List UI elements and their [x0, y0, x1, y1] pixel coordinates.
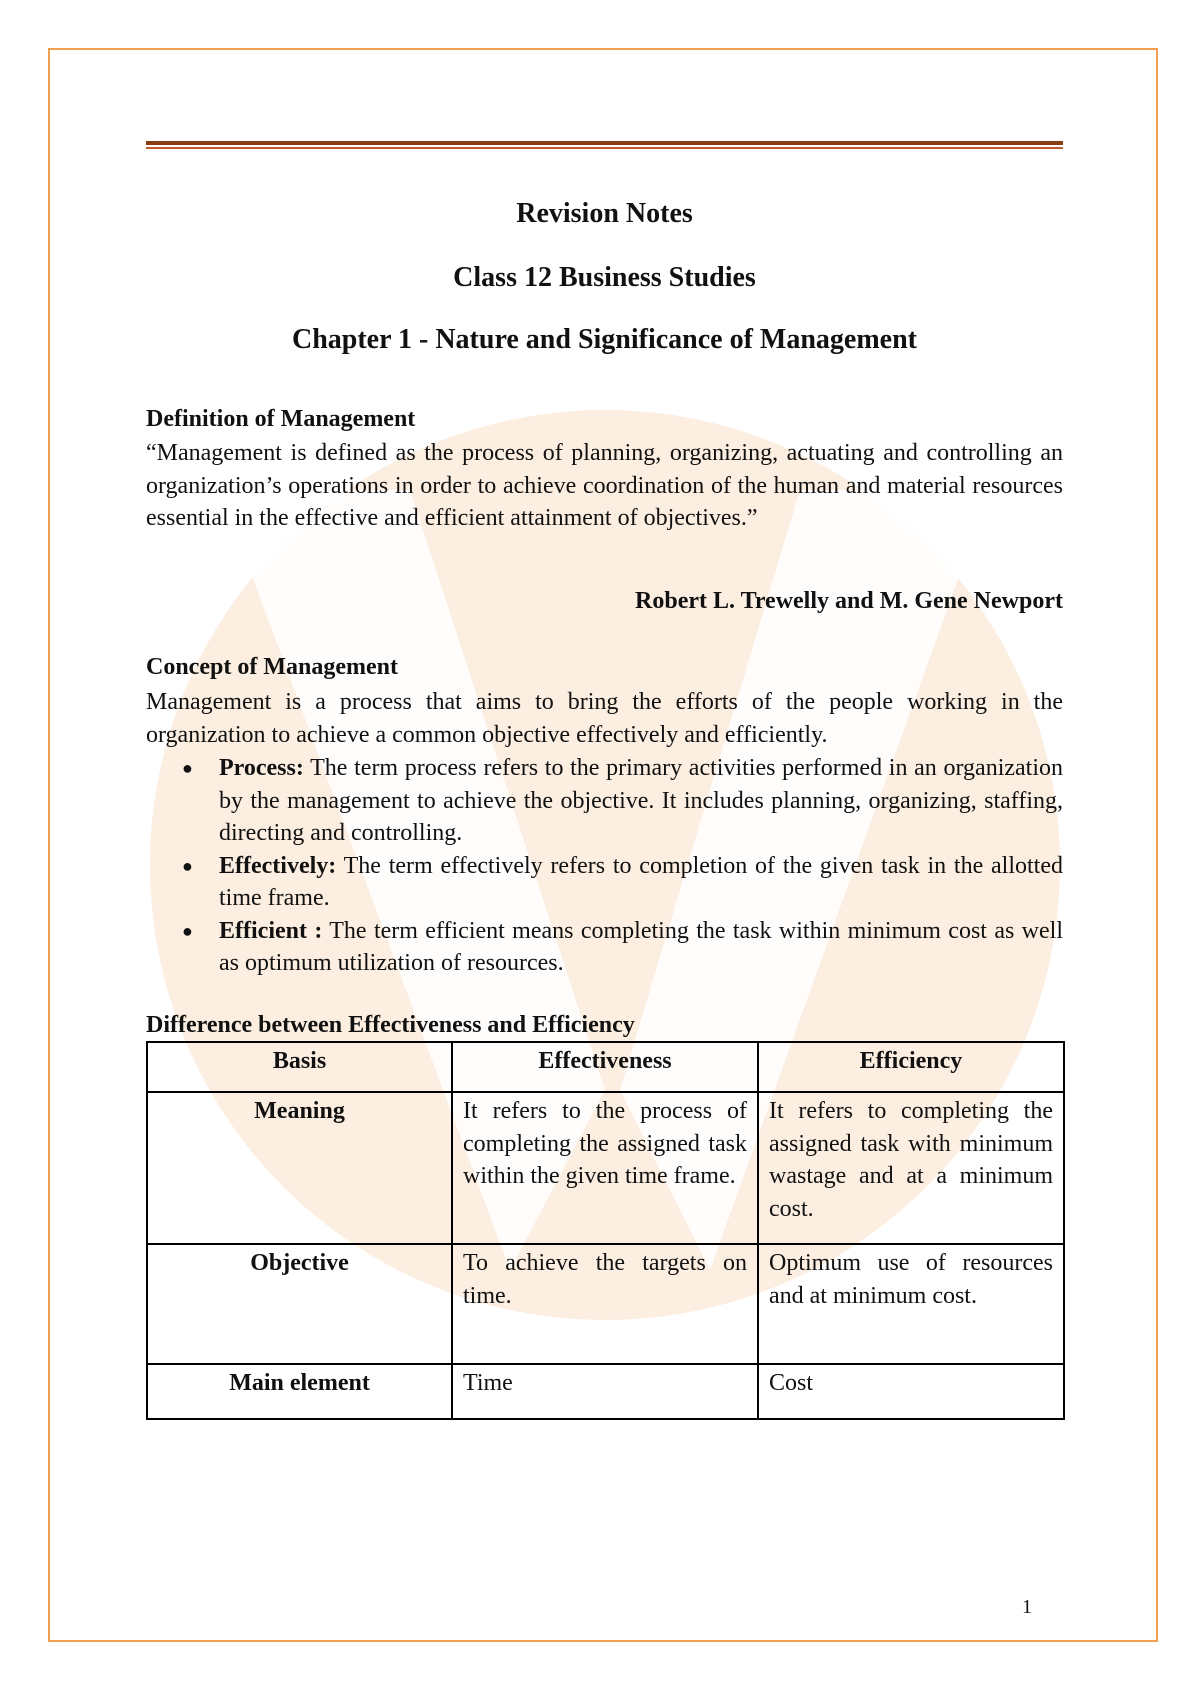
- column-header-basis: Basis: [147, 1042, 452, 1092]
- basis-cell: Meaning: [147, 1092, 452, 1244]
- efficiency-cell: Cost: [758, 1364, 1064, 1419]
- bullet-icon: ●: [182, 758, 193, 778]
- point-term: Efficient :: [219, 917, 323, 944]
- basis-cell: Main element: [147, 1364, 452, 1419]
- bullet-icon: ●: [182, 920, 193, 941]
- point-text: The term effectively refers to completion of the given task in the allotted time frame.: [219, 852, 1063, 911]
- point-text: The term process refers to the primary activities performed in an organization by the management to achieve the objective. It includes planning, organizing, staffing, directing and controlling.: [219, 755, 1063, 846]
- efficiency-cell: It refers to completing the assigned task with minimum wastage and at a minimum cost.: [758, 1092, 1064, 1244]
- definition-text: “Management is defined as the process of planning, organizing, actuating and controlling an organization’s operations in order to achieve coordination of the human and material resources essential in the effective and efficient attainment of objectives.”: [146, 440, 1063, 531]
- point-text: The term efficient means completing the task within minimum cost as well as optimum utilization of resources.: [219, 917, 1064, 976]
- efficiency-cell: Optimum use of resources and at minimum cost.: [758, 1244, 1064, 1364]
- table-row: [147, 1092, 1064, 1244]
- basis-cell: Objective: [147, 1244, 452, 1364]
- table-row: [147, 1244, 1064, 1364]
- bullet-icon: ●: [182, 855, 193, 876]
- table-header-row: [147, 1042, 1064, 1092]
- definition-attribution: Robert L. Trewelly and M. Gene Newport: [635, 588, 1063, 614]
- page-number: 1: [1022, 1596, 1032, 1618]
- table-row: [147, 1364, 1064, 1419]
- point-term: Process:: [219, 755, 304, 781]
- effectiveness-cell: It refers to the process of completing the assigned task within the given time frame.: [452, 1092, 758, 1244]
- list-item: [146, 850, 1063, 915]
- column-header-effectiveness: Effectiveness: [452, 1042, 758, 1092]
- list-item: [146, 752, 1063, 850]
- column-header-efficiency: Efficiency: [758, 1042, 1064, 1092]
- list-item: [146, 915, 1063, 980]
- definition-heading: Definition of Management: [146, 406, 416, 432]
- top-rule: [146, 141, 1063, 149]
- difference-heading: Difference between Effectiveness and Efficiency: [146, 1012, 635, 1038]
- page-title: Revision Notes: [516, 198, 693, 229]
- concept-text: Management is a process that aims to bring the efforts of the people working in the organization to achieve a common objective effectively and efficiently.: [146, 689, 1063, 748]
- subject-title: Class 12 Business Studies: [453, 262, 756, 293]
- concept-points-list: [146, 752, 1063, 980]
- chapter-title: Chapter 1 - Nature and Significance of Management: [291, 324, 918, 355]
- point-term: Effectively:: [219, 852, 337, 879]
- effectiveness-cell: Time: [452, 1364, 758, 1419]
- difference-table: [146, 1041, 1065, 1420]
- concept-heading: Concept of Management: [146, 654, 398, 680]
- effectiveness-cell: To achieve the targets on time.: [452, 1244, 758, 1364]
